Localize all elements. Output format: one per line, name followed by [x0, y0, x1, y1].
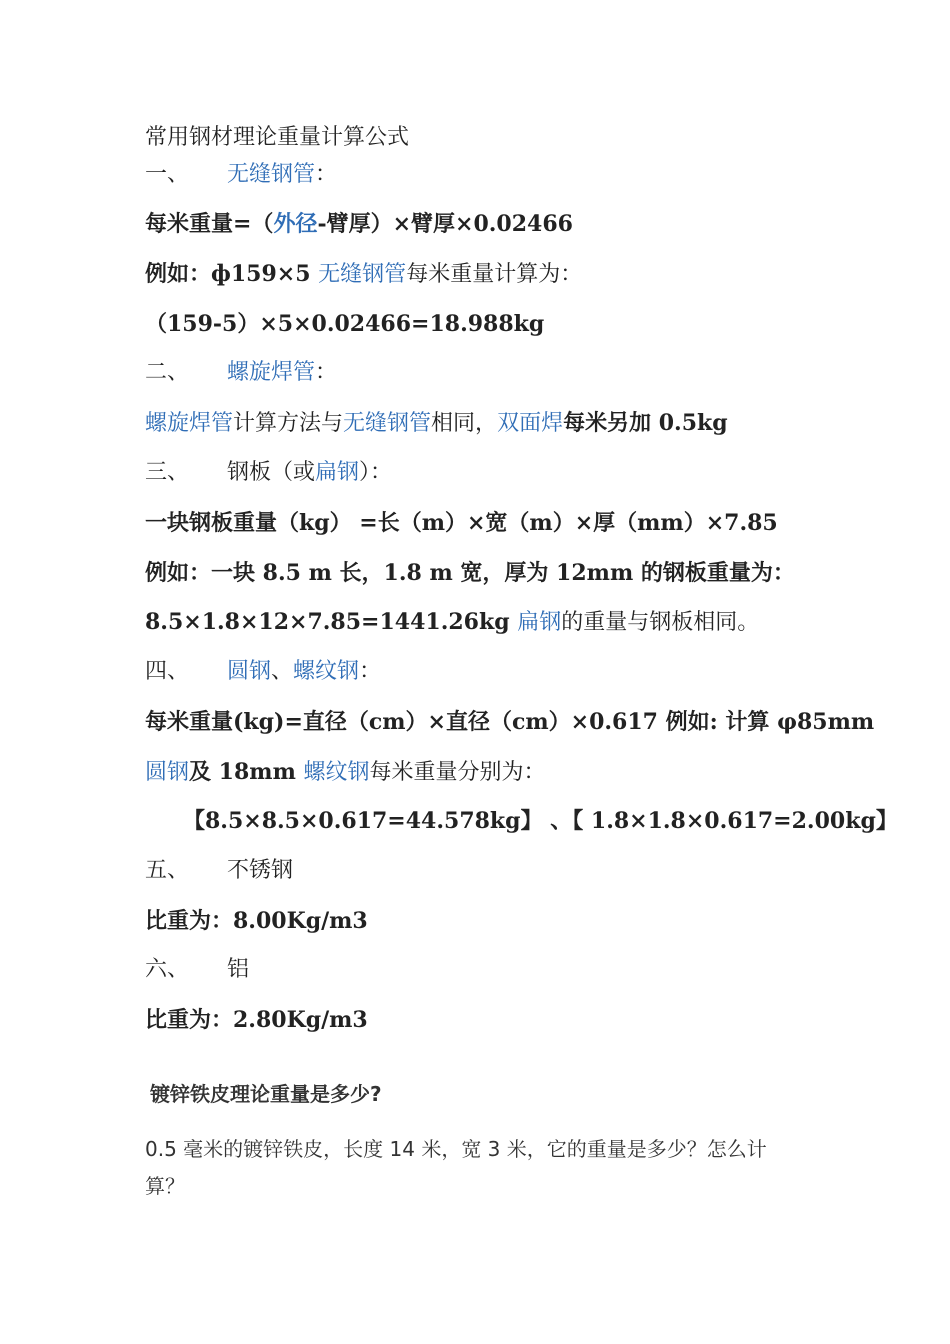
section-6-heading: 六、 铝 — [145, 957, 250, 982]
link-seamless-pipe-2[interactable]: 无缝钢管 — [318, 262, 407, 287]
section-1-calc: （159-5）×5×0.02466=18.988kg — [145, 311, 545, 337]
section-4-example: 圆钢及 18mm 螺纹钢每米重量分别为： — [145, 759, 546, 785]
link-seamless-pipe-3[interactable]: 无缝钢管 — [343, 411, 432, 436]
section-6-density: 比重为：2.80Kg/m3 — [145, 1007, 368, 1033]
link-round-steel-2[interactable]: 圆钢 — [145, 760, 190, 785]
link-double-sided-weld[interactable]: 双面焊 — [497, 411, 564, 436]
section-4-calc: 【8.5×8.5×0.617=44.578kg】 、【 1.8×1.8×0.617=2.00kg】 — [183, 808, 898, 834]
link-round-steel[interactable]: 圆钢 — [227, 659, 272, 684]
link-outer-diameter[interactable]: 外径 — [273, 211, 318, 237]
document-title: 常用钢材理论重量计算公式 — [145, 125, 410, 150]
link-spiral-welded-pipe-2[interactable]: 螺旋焊管 — [145, 411, 234, 436]
section-3-example: 例如：一块 8.5 m 长，1.8 m 宽，厚为 12mm 的钢板重量为： — [145, 560, 795, 586]
qa-heading: 镀锌铁皮理论重量是多少? — [150, 1082, 382, 1106]
link-seamless-pipe[interactable]: 无缝钢管 — [227, 162, 316, 187]
link-rebar-2[interactable]: 螺纹钢 — [303, 760, 370, 785]
section-5-density: 比重为：8.00Kg/m3 — [145, 908, 368, 934]
section-3-formula: 一块钢板重量（kg） =长（m）×宽（m）×厚（mm）×7.85 — [145, 510, 778, 536]
section-4-heading: 四、 圆钢、螺纹钢： — [145, 659, 382, 684]
section-5-heading: 五、 不锈钢 — [145, 858, 294, 883]
link-flat-steel-2[interactable]: 扁钢 — [517, 610, 562, 635]
qa-question-line-1: 0.5 毫米的镀锌铁皮，长度 14 米，宽 3 米，它的重量是多少？怎么计 — [145, 1137, 767, 1161]
section-2-heading: 二、 螺旋焊管： — [145, 360, 338, 385]
link-spiral-welded-pipe[interactable]: 螺旋焊管 — [227, 360, 316, 385]
link-flat-steel[interactable]: 扁钢 — [315, 460, 360, 485]
section-1-example: 例如：ф159×5 无缝钢管每米重量计算为： — [145, 261, 583, 287]
section-3-heading: 三、 钢板（或扁钢）： — [145, 460, 393, 485]
link-rebar[interactable]: 螺纹钢 — [293, 659, 360, 684]
section-1-formula: 每米重量=（外径-臂厚）×臂厚×0.02466 — [145, 211, 573, 237]
section-3-calc: 8.5×1.8×12×7.85=1441.26kg 扁钢的重量与钢板相同。 — [145, 609, 760, 635]
qa-question-line-2: 算？ — [145, 1174, 185, 1198]
section-1-heading: 一、 无缝钢管： — [145, 162, 338, 187]
section-4-formula: 每米重量(kg)=直径（cm）×直径（cm）×0.617 例如: 计算 φ85mm — [145, 709, 875, 735]
section-2-text: 螺旋焊管计算方法与无缝钢管相同，双面焊每米另加 0.5kg — [145, 410, 728, 436]
